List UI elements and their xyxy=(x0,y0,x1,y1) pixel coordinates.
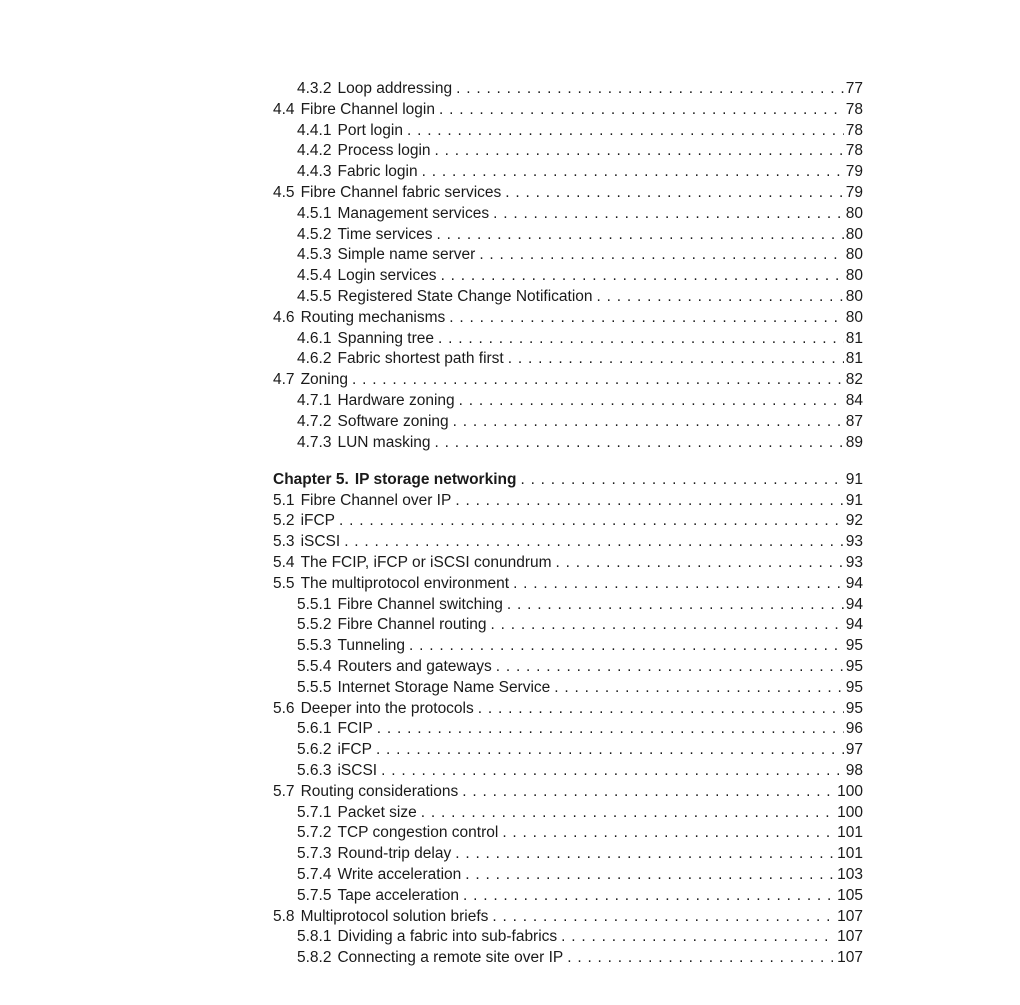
toc-entry-title: The FCIP, iFCP or iSCSI conundrum xyxy=(300,554,552,572)
toc-leader-dots xyxy=(463,886,835,907)
toc-leader-dots xyxy=(344,532,844,553)
toc-entry-number: 4.4.2 xyxy=(297,142,332,160)
toc-entry[interactable] xyxy=(273,162,863,183)
toc-entry-page: 96 xyxy=(845,720,863,738)
toc-entry-number: 5.6.3 xyxy=(297,762,332,779)
toc-entry[interactable] xyxy=(273,349,863,370)
toc-entry-title: iFCP xyxy=(300,512,336,530)
toc-entry-page: 97 xyxy=(845,741,863,759)
toc-leader-dots xyxy=(505,183,843,204)
toc-entry-page: 87 xyxy=(845,412,863,430)
toc-entry-number: 4.7.3 xyxy=(297,433,332,451)
toc-entry-page: 92 xyxy=(845,512,863,530)
toc-entry[interactable] xyxy=(273,595,863,616)
toc-entry-title: Fabric login xyxy=(337,163,418,181)
toc-entry-page: 81 xyxy=(845,329,863,347)
toc-entry-page: 94 xyxy=(845,574,863,592)
toc-entry-title: LUN masking xyxy=(337,433,431,451)
toc-leader-dots xyxy=(462,782,835,803)
toc-leader-dots xyxy=(491,615,844,636)
toc-entry-page: 78 xyxy=(845,100,863,118)
toc-entry-title: Routers and gateways xyxy=(337,658,492,676)
toc-entry-title: IP storage networking xyxy=(354,470,517,488)
toc-entry[interactable] xyxy=(273,308,863,329)
table-of-contents xyxy=(273,79,863,969)
toc-entry-page: 93 xyxy=(845,554,863,572)
toc-entry-number: 4.4.3 xyxy=(297,163,332,181)
toc-leader-dots xyxy=(407,121,844,142)
toc-leader-dots xyxy=(352,370,844,391)
toc-entry[interactable] xyxy=(273,823,863,844)
toc-entry-page: 94 xyxy=(845,595,863,613)
toc-leader-dots xyxy=(507,595,844,616)
toc-entry-page: 79 xyxy=(845,183,863,201)
toc-entry-number: 4.7 xyxy=(273,371,295,389)
toc-entry[interactable] xyxy=(273,719,863,740)
toc-entry-page: 80 xyxy=(845,267,863,285)
toc-leader-dots xyxy=(438,329,844,350)
toc-entry-title: Fibre Channel fabric services xyxy=(300,183,502,201)
toc-entry-page: 78 xyxy=(845,142,863,160)
toc-entry-title: Zoning xyxy=(300,371,348,389)
toc-entry-page: 105 xyxy=(837,886,863,904)
toc-entry-number: 4.7.2 xyxy=(297,412,332,430)
toc-leader-dots xyxy=(493,204,844,225)
toc-entry-title: Simple name server xyxy=(337,246,476,264)
toc-leader-dots xyxy=(376,740,844,761)
toc-leader-dots xyxy=(502,823,835,844)
toc-entry-number: 5.5.3 xyxy=(297,637,332,655)
toc-entry[interactable] xyxy=(273,79,863,100)
toc-entry-page: 80 xyxy=(845,204,863,222)
toc-entry-page: 98 xyxy=(845,762,863,779)
toc-entry-number: 5.7.4 xyxy=(297,865,332,883)
toc-entry[interactable] xyxy=(273,886,863,907)
toc-entry-page: 80 xyxy=(845,287,863,305)
toc-entry-page: 103 xyxy=(837,865,863,883)
toc-leader-dots xyxy=(459,391,844,412)
toc-entry-number: 4.7.1 xyxy=(297,391,332,409)
toc-entry-title: Loop addressing xyxy=(337,80,453,97)
toc-entry[interactable] xyxy=(273,615,863,636)
toc-entry-number: 4.6 xyxy=(273,308,295,326)
toc-entry-number: 5.6 xyxy=(273,699,295,717)
toc-entry[interactable] xyxy=(273,412,863,433)
toc-entry-title: Process login xyxy=(337,142,431,160)
toc-entry-title: Time services xyxy=(337,225,433,243)
toc-entry-number: 5.3 xyxy=(273,533,295,551)
toc-entry-page: 107 xyxy=(837,907,863,925)
toc-leader-dots xyxy=(339,511,844,532)
toc-leader-dots xyxy=(492,907,835,928)
toc-entry-title: Hardware zoning xyxy=(337,391,455,409)
toc-entry-title: Fabric shortest path first xyxy=(337,350,504,368)
toc-entry-number: 4.5.4 xyxy=(297,267,332,285)
toc-entry-title: Tape acceleration xyxy=(337,886,459,904)
toc-entry[interactable] xyxy=(273,761,863,782)
toc-entry-page: 93 xyxy=(845,533,863,551)
toc-entry-number: 5.5.2 xyxy=(297,616,332,634)
toc-leader-dots xyxy=(496,657,844,678)
toc-entry[interactable] xyxy=(273,782,863,803)
toc-entry[interactable] xyxy=(273,204,863,225)
toc-entry[interactable] xyxy=(273,574,863,595)
toc-entry-number: 5.7.5 xyxy=(297,886,332,904)
toc-entry-number: 5.7 xyxy=(273,782,295,800)
toc-entry-number: 4.6.1 xyxy=(297,329,332,347)
toc-entry[interactable] xyxy=(273,121,863,142)
toc-entry[interactable] xyxy=(273,511,863,532)
toc-entry-page: 101 xyxy=(837,824,863,842)
toc-entry[interactable] xyxy=(273,391,863,412)
toc-entry-number: 5.7.2 xyxy=(297,824,332,842)
toc-entry-page: 95 xyxy=(845,699,863,717)
toc-entry-title: Fibre Channel over IP xyxy=(300,491,452,509)
toc-entry-title: Fibre Channel login xyxy=(300,100,435,118)
toc-entry[interactable] xyxy=(273,865,863,886)
toc-entry-title: TCP congestion control xyxy=(337,824,499,842)
toc-entry-title: Packet size xyxy=(337,803,417,821)
toc-entry[interactable] xyxy=(273,657,863,678)
toc-entry-number: 4.3.2 xyxy=(297,80,332,97)
toc-entry-page: 84 xyxy=(845,391,863,409)
toc-leader-dots xyxy=(455,844,835,865)
toc-entry-number: 4.6.2 xyxy=(297,350,332,368)
toc-entry[interactable] xyxy=(273,678,863,699)
toc-leader-dots xyxy=(556,553,844,574)
toc-entry-title: Fibre Channel switching xyxy=(337,595,503,613)
toc-entry-page: 77 xyxy=(845,80,863,97)
toc-entry-title: iSCSI xyxy=(337,762,378,779)
toc-entry-page: 89 xyxy=(845,433,863,451)
toc-entry-title: iFCP xyxy=(337,741,372,759)
toc-entry-title: Round-trip delay xyxy=(337,845,452,863)
toc-entry[interactable] xyxy=(273,100,863,121)
toc-entry[interactable] xyxy=(273,266,863,287)
toc-entry[interactable] xyxy=(273,699,863,720)
toc-entry-title: Login services xyxy=(337,267,437,285)
toc-entry-page: 80 xyxy=(845,308,863,326)
toc-entry-number: Chapter 5. xyxy=(273,470,349,488)
toc-leader-dots xyxy=(377,719,844,740)
toc-leader-dots xyxy=(597,287,844,308)
toc-entry-number: 5.4 xyxy=(273,554,295,572)
toc-leader-dots xyxy=(422,162,844,183)
toc-entry-page: 95 xyxy=(845,678,863,696)
toc-leader-dots xyxy=(513,574,844,595)
toc-entry[interactable] xyxy=(273,141,863,162)
toc-entry-number: 4.5.5 xyxy=(297,287,332,305)
toc-entry[interactable] xyxy=(273,553,863,574)
toc-leader-dots xyxy=(508,349,844,370)
toc-leader-dots xyxy=(479,245,843,266)
toc-entry[interactable] xyxy=(273,927,863,948)
toc-entry[interactable] xyxy=(273,370,863,391)
toc-entry-title: Multiprotocol solution briefs xyxy=(300,907,489,925)
toc-entry-page: 78 xyxy=(845,121,863,139)
toc-entry-page: 82 xyxy=(845,371,863,389)
toc-entry-page: 107 xyxy=(837,949,863,967)
toc-entry[interactable] xyxy=(273,329,863,350)
toc-entry-title: Routing considerations xyxy=(300,782,459,800)
toc-entry-number: 5.8.1 xyxy=(297,928,332,946)
toc-entry[interactable] xyxy=(273,287,863,308)
toc-entry[interactable] xyxy=(273,907,863,928)
toc-entry[interactable] xyxy=(273,245,863,266)
toc-entry-number: 5.8 xyxy=(273,907,295,925)
toc-entry-page: 81 xyxy=(845,350,863,368)
toc-entry[interactable] xyxy=(273,183,863,204)
toc-entry-number: 5.6.1 xyxy=(297,720,332,738)
toc-leader-dots xyxy=(421,803,835,824)
toc-entry-page: 100 xyxy=(837,803,863,821)
toc-entry-page: 100 xyxy=(837,782,863,800)
toc-entry-number: 4.5.1 xyxy=(297,204,332,222)
toc-leader-dots xyxy=(561,927,835,948)
toc-entry-number: 5.8.2 xyxy=(297,949,332,967)
toc-entry-title: Routing mechanisms xyxy=(300,308,446,326)
toc-entry-page: 95 xyxy=(845,637,863,655)
toc-entry-title: Port login xyxy=(337,121,403,139)
toc-entry-page: 80 xyxy=(845,225,863,243)
toc-entry-title: Management services xyxy=(337,204,490,222)
toc-entry-page: 91 xyxy=(845,470,863,488)
toc-leader-dots xyxy=(520,470,843,491)
toc-leader-dots xyxy=(435,433,844,454)
toc-leader-dots xyxy=(456,79,844,100)
toc-entry-page: 80 xyxy=(845,246,863,264)
toc-entry-title: Connecting a remote site over IP xyxy=(337,949,564,967)
toc-leader-dots xyxy=(409,636,844,657)
toc-entry-number: 5.7.1 xyxy=(297,803,332,821)
toc-entry-title: Write acceleration xyxy=(337,865,462,883)
toc-entry-number: 4.4.1 xyxy=(297,121,332,139)
toc-entry-title: Deeper into the protocols xyxy=(300,699,474,717)
toc-entry-number: 5.5.1 xyxy=(297,595,332,613)
toc-entry-title: FCIP xyxy=(337,720,373,738)
toc-entry-number: 4.5.3 xyxy=(297,246,332,264)
toc-entry-number: 5.5.4 xyxy=(297,658,332,676)
toc-entry-title: Internet Storage Name Service xyxy=(337,678,551,696)
toc-entry-number: 5.7.3 xyxy=(297,845,332,863)
toc-entry-number: 4.4 xyxy=(273,100,295,118)
toc-entry-title: Registered State Change Notification xyxy=(337,287,593,305)
toc-entry-number: 5.1 xyxy=(273,491,295,509)
toc-entry[interactable] xyxy=(273,225,863,246)
toc-entry-page: 79 xyxy=(845,163,863,181)
toc-leader-dots xyxy=(381,761,844,782)
toc-entry[interactable] xyxy=(273,491,863,512)
toc-entry-number: 5.2 xyxy=(273,512,295,530)
toc-entry-number: 5.5.5 xyxy=(297,678,332,696)
toc-entry-title: Dividing a fabric into sub-fabrics xyxy=(337,928,558,946)
toc-entry-number: 5.5 xyxy=(273,574,295,592)
toc-entry-title: The multiprotocol environment xyxy=(300,574,510,592)
toc-entry[interactable] xyxy=(273,844,863,865)
toc-entry-title: Tunneling xyxy=(337,637,405,655)
toc-leader-dots xyxy=(449,308,843,329)
toc-entry[interactable] xyxy=(273,948,863,969)
toc-leader-dots xyxy=(478,699,844,720)
toc-leader-dots xyxy=(437,225,844,246)
toc-entry-title: iSCSI xyxy=(300,533,341,551)
toc-entry-title: Spanning tree xyxy=(337,329,435,347)
toc-entry[interactable] xyxy=(273,532,863,553)
toc-entry-page: 107 xyxy=(837,928,863,946)
toc-entry-title: Software zoning xyxy=(337,412,449,430)
toc-entry-page: 94 xyxy=(845,616,863,634)
toc-entry-number: 5.6.2 xyxy=(297,741,332,759)
toc-leader-dots xyxy=(567,948,835,969)
toc-leader-dots xyxy=(439,100,844,121)
toc-leader-dots xyxy=(455,491,843,512)
toc-entry[interactable] xyxy=(273,740,863,761)
toc-entry[interactable] xyxy=(273,803,863,824)
toc-leader-dots xyxy=(435,141,844,162)
toc-entry-page: 101 xyxy=(837,845,863,863)
toc-entry-title: Fibre Channel routing xyxy=(337,616,487,634)
toc-entry[interactable] xyxy=(273,636,863,657)
toc-leader-dots xyxy=(465,865,835,886)
toc-entry-number: 4.5.2 xyxy=(297,225,332,243)
toc-leader-dots xyxy=(453,412,844,433)
toc-chapter-heading[interactable] xyxy=(273,470,863,491)
toc-entry-page: 95 xyxy=(845,658,863,676)
toc-entry-number: 4.5 xyxy=(273,183,295,201)
toc-leader-dots xyxy=(441,266,844,287)
toc-entry[interactable] xyxy=(273,433,863,454)
toc-entry-page: 91 xyxy=(845,491,863,509)
toc-leader-dots xyxy=(554,678,843,699)
